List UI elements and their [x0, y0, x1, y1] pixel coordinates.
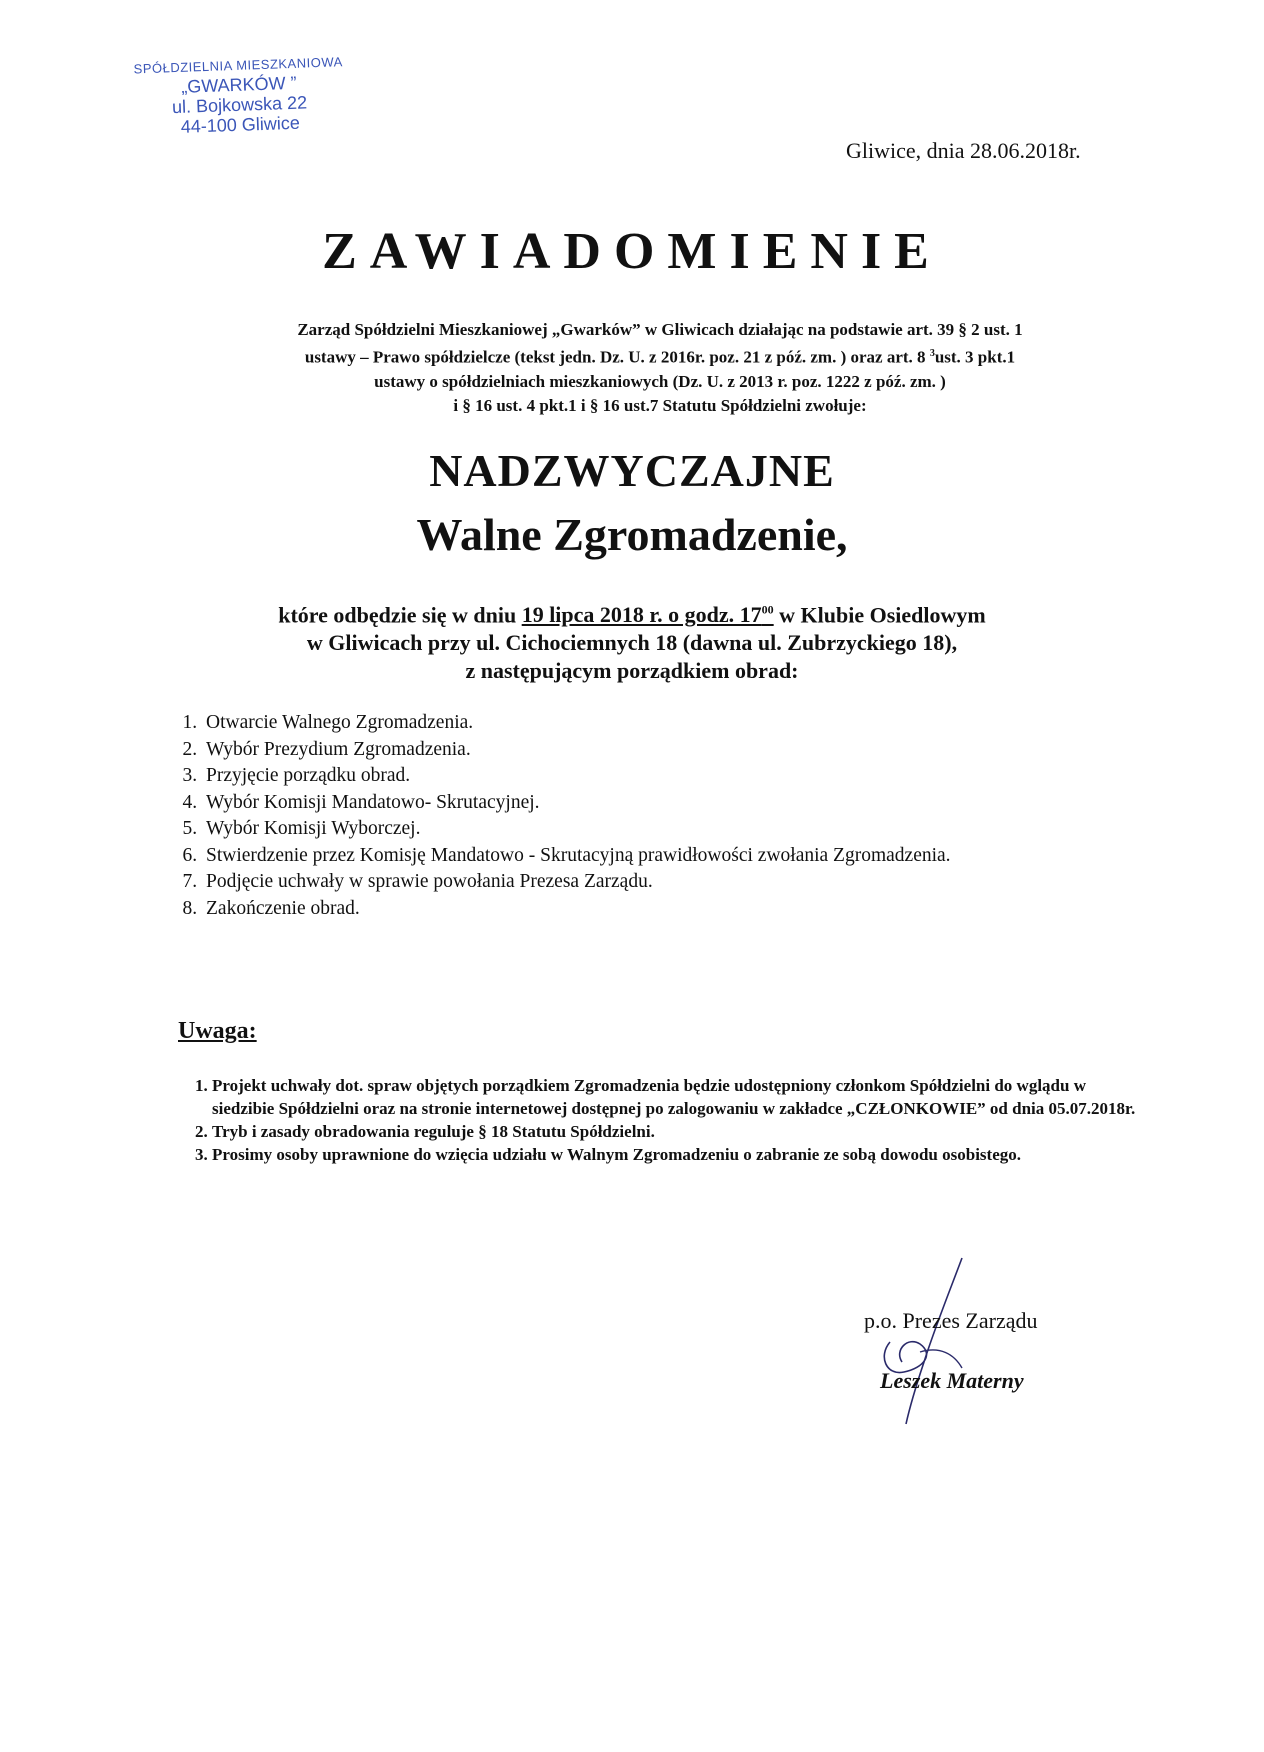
intro-line-4: i § 16 ust. 4 pkt.1 i § 16 ust.7 Statutu Spółdzielni zwołuje:	[453, 395, 867, 415]
agenda-item: 8. Zakończenie obrad.	[202, 896, 951, 923]
agenda-item: 7. Podjęcie uchwały w sprawie powołania Prezesa Zarządu.	[202, 869, 951, 896]
intro-line-2b: ust. 3 pkt.1	[934, 347, 1016, 367]
intro-line-3: ustawy o spółdzielniach mieszkaniowych (Dz. U. z 2013 r. poz. 1222 z póź. zm. )	[374, 371, 946, 391]
meeting-type-heading: NADZWYCZAJNE	[429, 445, 835, 496]
note-item: 3. Prosimy osoby uprawnione do wzięcia udziału w Walnym Zgromadzeniu o zabranie ze sobą dowodu osobistego.	[212, 1143, 1152, 1166]
meeting-details	[160, 596, 1104, 685]
stamp-line-4: 44-100 Gliwice	[180, 112, 301, 137]
agenda-list	[178, 710, 951, 922]
agenda-item: 1. Otwarcie Walnego Zgromadzenia.	[202, 710, 951, 737]
agenda-item: 3. Przyjęcie porządku obrad.	[202, 763, 951, 790]
intro-paragraph	[190, 318, 1130, 418]
agenda-item: 5. Wybór Komisji Wyborczej.	[202, 816, 951, 843]
meeting-time-sup: 00	[761, 603, 774, 617]
document-date: Gliwice, dnia 28.06.2018r.	[846, 138, 1081, 163]
note-item: 1. Projekt uchwały dot. spraw objętych porządkiem Zgromadzenia będzie udostępniony członkom Spółdzielni do wglądu w siedzibie Spółdzielni oraz na stronie internetowej dostępnej po zalogowaniu w zakładce „CZŁONKOWIE” od dnia 05.07.2018r.	[212, 1074, 1152, 1120]
signatory-title: p.o. Prezes Zarządu	[864, 1308, 1038, 1333]
meeting-date-text: 19 lipca 2018 r. o godz. 17	[521, 602, 762, 628]
meeting-line-2: w Gliwicach przy ul. Cichociemnych 18 (dawna ul. Zubrzyckiego 18),	[306, 630, 958, 656]
notes-heading: Uwaga:	[178, 1018, 257, 1044]
cooperative-stamp	[118, 54, 361, 140]
meeting-line-3: z następującym porządkiem obrad:	[465, 658, 799, 684]
meeting-date	[522, 602, 774, 627]
stamp-line-2: „GWARKÓW ”	[180, 72, 297, 97]
intro-line-2-sup: 3	[929, 348, 935, 359]
agenda-item: 6. Stwierdzenie przez Komisję Mandatowo - Skrutacyjną prawidłowości zwołania Zgromadzenia.	[202, 843, 951, 870]
signatory-name: Leszek Materny	[880, 1368, 1024, 1393]
meeting-name-heading: Walne Zgromadzenie,	[416, 509, 848, 560]
meeting-line-1	[160, 596, 1104, 629]
agenda-item: 4. Wybór Komisji Mandatowo- Skrutacyjnej.	[202, 790, 951, 817]
intro-line-2a: ustawy – Prawo spółdzielcze (tekst jedn. Dz. U. z 2016r. poz. 21 z póź. zm. ) oraz art. 8	[304, 347, 930, 367]
document-title: ZAWIADOMIENIE	[322, 223, 942, 280]
meeting-post: w Klubie Osiedlowym	[773, 602, 986, 628]
agenda-item: 2. Wybór Prezydium Zgromadzenia.	[202, 737, 951, 764]
handwritten-signature	[850, 1250, 1010, 1430]
intro-line-2	[190, 342, 1130, 370]
intro-line-1: Zarząd Spółdzielni Mieszkaniowej „Gwarków” w Gliwicach działając na podstawie art. 39 § 2 ust. 1	[297, 320, 1023, 339]
stamp-line-3: ul. Bojkowska 22	[171, 92, 308, 118]
stamp-line-1: SPÓŁDZIELNIA MIESZKANIOWA	[133, 54, 343, 77]
notes-list	[178, 1074, 1152, 1166]
meeting-pre: które odbędzie się w dniu	[278, 602, 522, 628]
note-item: 2. Tryb i zasady obradowania reguluje § 18 Statutu Spółdzielni.	[212, 1120, 1152, 1143]
